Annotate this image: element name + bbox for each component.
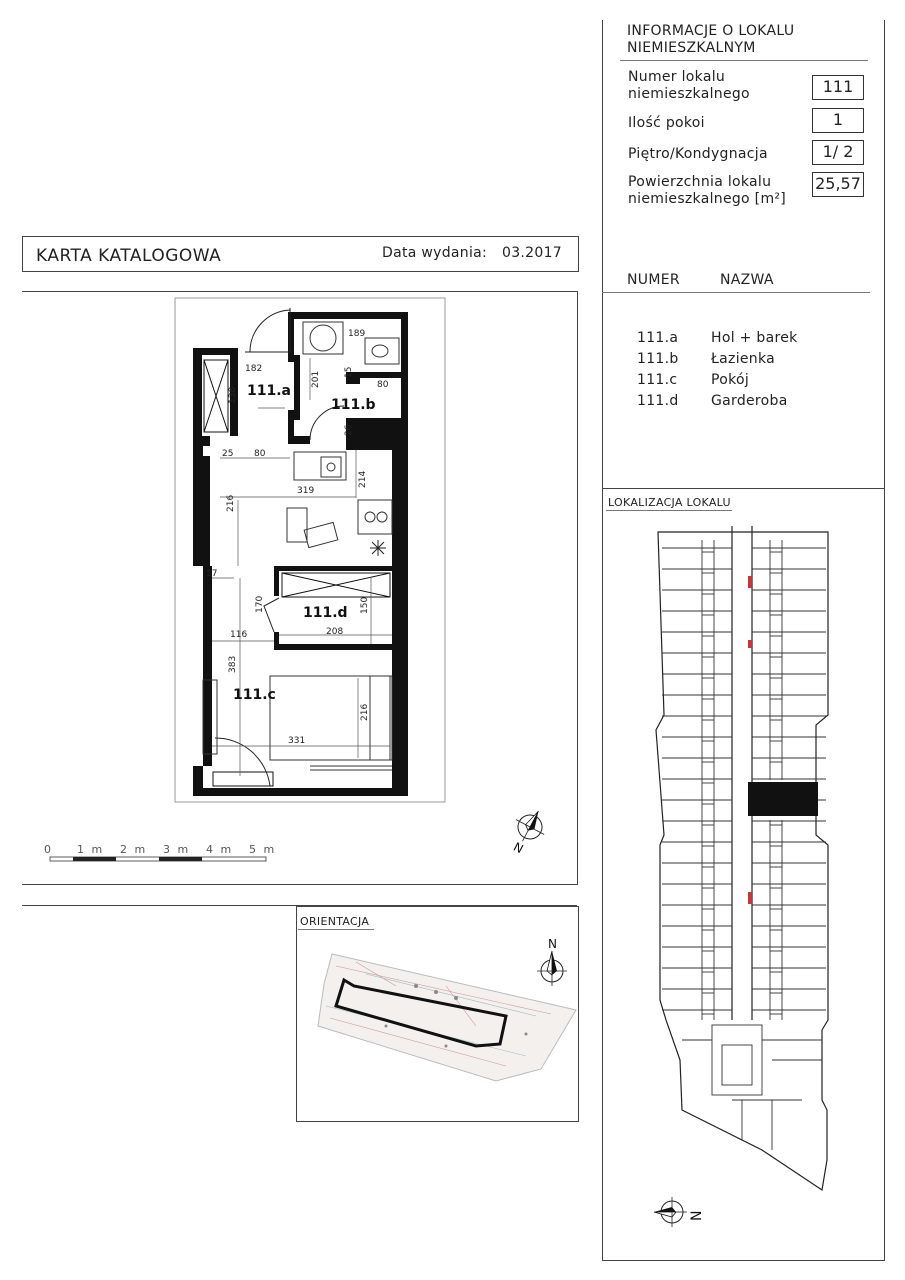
orientacja-map bbox=[296, 906, 577, 1120]
pow-value: 25,57 bbox=[812, 172, 864, 197]
dim-80a: 80 bbox=[377, 380, 389, 390]
numer-value: 111 bbox=[812, 75, 864, 100]
dim-25: 25 bbox=[222, 449, 234, 459]
scale-3: 3 m bbox=[163, 843, 191, 856]
info-title bbox=[627, 23, 794, 57]
room-list bbox=[637, 328, 798, 412]
dim-80b: 80 bbox=[254, 449, 266, 459]
building-plan bbox=[602, 500, 884, 1260]
scale-bar bbox=[44, 843, 276, 861]
compass-north-label: N bbox=[511, 839, 526, 857]
rooms-header-nazwa: NAZWA bbox=[720, 272, 774, 288]
ilosc-label: Ilość pokoi bbox=[628, 115, 705, 131]
lokalizacja-title: LOKALIZACJA LOKALU bbox=[608, 496, 731, 509]
date-label: Data wydania: bbox=[382, 245, 488, 261]
rooms-header-underline bbox=[602, 292, 870, 293]
room-label-b: 111.b bbox=[331, 397, 376, 413]
scale-1: 1 m bbox=[77, 843, 105, 856]
list-item: 111.a Hol + barek bbox=[637, 330, 798, 346]
room-label-a: 111.a bbox=[247, 383, 291, 399]
dim-216a: 216 bbox=[226, 494, 236, 512]
numer-label bbox=[628, 69, 750, 103]
dim-170: 170 bbox=[255, 595, 265, 613]
orientacja-north-label: N bbox=[548, 937, 557, 951]
rooms-header-numer: NUMER bbox=[627, 272, 680, 288]
dim-216b: 216 bbox=[360, 703, 370, 721]
pow-label bbox=[628, 174, 786, 208]
pow-label-line2: niemieszkalnego [m²] bbox=[628, 191, 787, 207]
dim-201: 201 bbox=[311, 370, 321, 388]
dim-383: 383 bbox=[228, 655, 238, 673]
numer-label-line1: Numer lokalu bbox=[628, 69, 726, 85]
ilosc-value: 1 bbox=[812, 108, 864, 133]
room-label-c: 111.c bbox=[233, 687, 276, 703]
list-item: 111.d Garderoba bbox=[637, 393, 788, 409]
scale-2: 2 m bbox=[120, 843, 148, 856]
scale-5: 5 m bbox=[249, 843, 277, 856]
lokalizacja-north-label: N bbox=[689, 1210, 705, 1221]
room-label-d: 111.d bbox=[303, 605, 348, 621]
pietro-value: 1/ 2 bbox=[812, 140, 864, 165]
scale-0: 0 bbox=[44, 843, 53, 856]
dim-319: 319 bbox=[297, 486, 315, 496]
lokalizacja-divider bbox=[602, 488, 884, 489]
dim-331: 331 bbox=[288, 736, 306, 746]
scale-4: 4 m bbox=[206, 843, 234, 856]
dim-182: 182 bbox=[245, 364, 263, 374]
pietro-label: Piętro/Kondygnacja bbox=[628, 146, 768, 162]
list-item: 111.c Pokój bbox=[637, 372, 750, 388]
orientacja-compass-icon bbox=[537, 937, 567, 986]
numer-label-line2: niemieszkalnego bbox=[628, 86, 750, 102]
lokalizacja-compass-icon bbox=[654, 1197, 687, 1227]
info-title-line2: NIEMIESZKALNYM bbox=[627, 40, 756, 56]
dim-15: 15 bbox=[344, 366, 354, 378]
dim-189: 189 bbox=[348, 329, 366, 339]
compass-icon bbox=[501, 804, 552, 862]
dim-208: 208 bbox=[326, 627, 344, 637]
pow-label-line1: Powierzchnia lokalu bbox=[628, 174, 772, 190]
info-title-line1: INFORMACJE O LOKALU bbox=[627, 23, 795, 39]
orientacja-title: ORIENTACJA bbox=[300, 915, 370, 928]
dim-138: 138 bbox=[228, 386, 238, 404]
dim-150: 150 bbox=[360, 596, 370, 614]
floor-plan bbox=[0, 0, 600, 900]
list-item: 111.b Łazienka bbox=[637, 351, 776, 367]
dim-116: 116 bbox=[230, 630, 248, 640]
dim-26: 26 bbox=[344, 424, 354, 436]
info-title-underline bbox=[620, 60, 868, 61]
dim-17: 17 bbox=[206, 569, 218, 579]
date-value: 03.2017 bbox=[502, 245, 562, 261]
karta-title: KARTA KATALOGOWA bbox=[36, 246, 222, 266]
dim-214: 214 bbox=[358, 470, 368, 488]
